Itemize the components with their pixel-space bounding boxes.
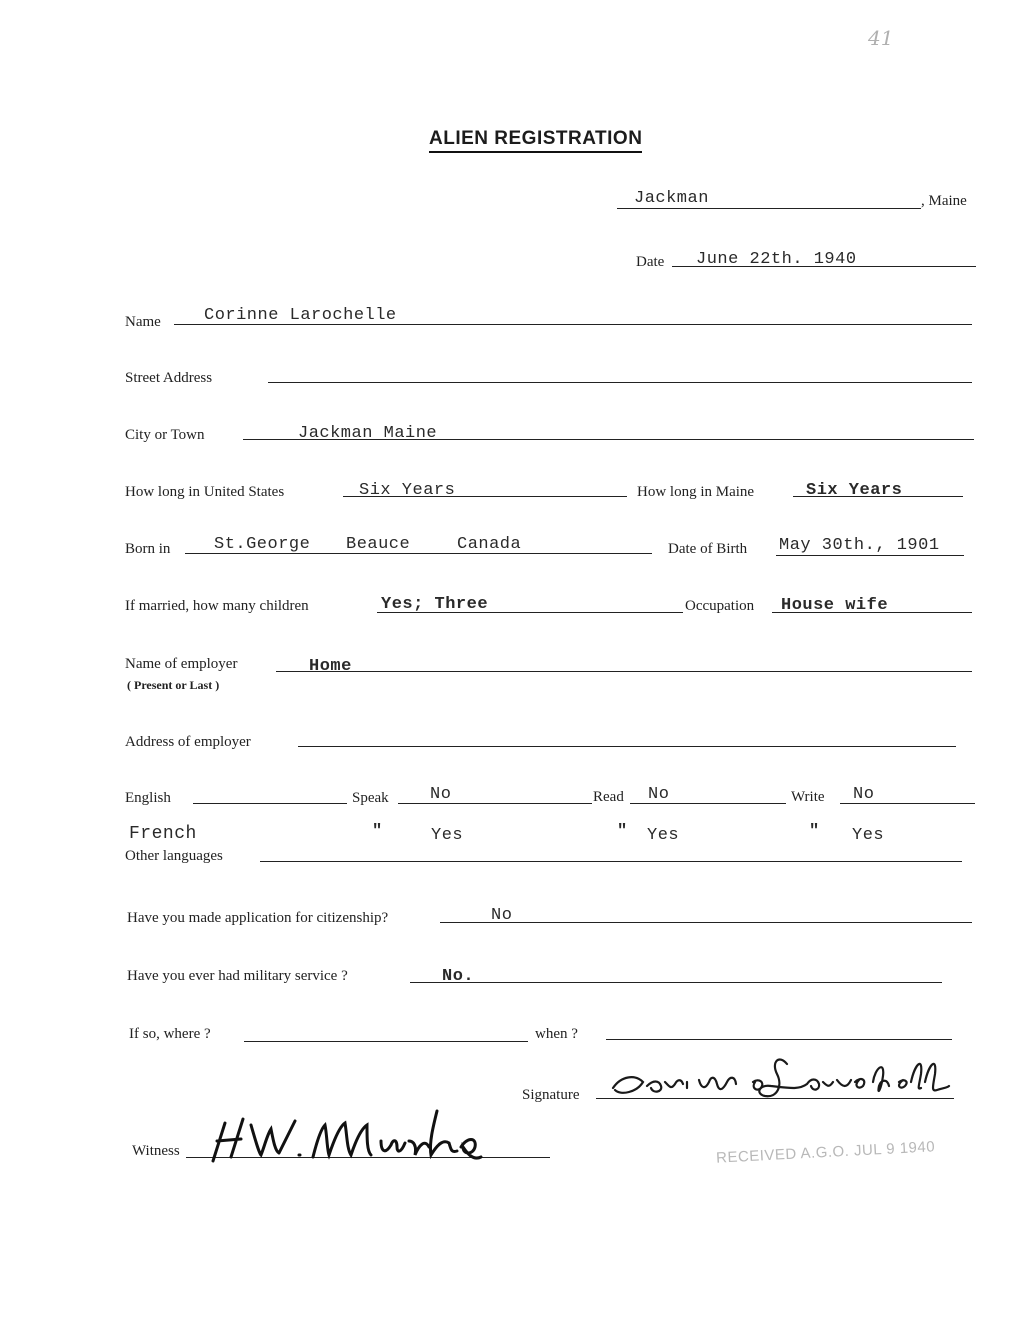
speak-label: Speak	[352, 790, 389, 806]
date-of-birth-label: Date of Birth	[668, 541, 748, 557]
citizenship-value: No	[491, 906, 513, 925]
occupation-label: Occupation	[685, 598, 755, 614]
how-long-us-label: How long in United States	[125, 484, 285, 500]
received-stamp: RECEIVED A.G.O. JUL 9 1940	[715, 1138, 936, 1167]
witness-label: Witness	[132, 1143, 180, 1159]
name-line	[174, 324, 972, 325]
form-title: ALIEN REGISTRATION	[429, 128, 642, 153]
city-value: Jackman Maine	[298, 424, 438, 443]
when-label: when ?	[535, 1026, 578, 1042]
signature-label: Signature	[522, 1087, 580, 1103]
french-speak-value: Yes	[431, 826, 464, 845]
how-long-us-line	[343, 496, 627, 497]
employer-label: Name of employer	[125, 656, 238, 672]
citizenship-label: Have you made application for citizenship?	[127, 910, 389, 926]
signature-image	[603, 1052, 953, 1104]
military-line	[410, 982, 942, 983]
read-line	[630, 803, 786, 804]
french-write-ditto: "	[809, 822, 820, 841]
employer-address-line	[298, 746, 956, 747]
name-value: Corinne Larochelle	[204, 306, 397, 325]
when-line	[606, 1039, 952, 1040]
date-value: June 22th. 1940	[696, 250, 857, 269]
date-of-birth-line	[776, 555, 964, 556]
how-long-maine-label: How long in Maine	[637, 484, 755, 500]
write-label: Write	[791, 789, 825, 805]
if-so-where-label: If so, where ?	[129, 1026, 211, 1042]
employer-sublabel: ( Present or Last )	[127, 678, 220, 692]
if-so-where-line	[244, 1041, 528, 1042]
english-write-value: No	[853, 785, 875, 804]
french-read-ditto: "	[617, 822, 628, 841]
date-line	[672, 266, 976, 267]
how-long-maine-line	[793, 496, 963, 497]
read-label: Read	[593, 789, 624, 805]
other-languages-label: Other languages	[125, 848, 223, 864]
city-label: City or Town	[125, 427, 205, 443]
town-value: Jackman	[634, 189, 709, 208]
occupation-line	[772, 612, 972, 613]
date-of-birth-value: May 30th., 1901	[779, 536, 940, 555]
occupation-value: House wife	[781, 596, 889, 615]
employer-value: Home	[309, 657, 352, 676]
date-label: Date	[636, 254, 665, 270]
english-line	[193, 803, 347, 804]
born-in-place1: St.George	[214, 535, 311, 554]
french-label: French	[129, 824, 197, 844]
english-speak-value: No	[430, 785, 452, 804]
write-line	[840, 803, 975, 804]
street-address-line	[268, 382, 972, 383]
born-in-line	[185, 553, 652, 554]
witness-signature-image	[205, 1105, 505, 1165]
military-value: No.	[442, 967, 475, 986]
citizenship-line	[440, 922, 972, 923]
town-state-label: , Maine	[921, 193, 967, 209]
born-in-place2: Beauce	[346, 535, 411, 554]
military-label: Have you ever had military service ?	[127, 968, 348, 984]
english-label: English	[125, 790, 171, 806]
town-line	[617, 208, 921, 209]
employer-address-label: Address of employer	[125, 734, 251, 750]
other-languages-line	[260, 861, 962, 862]
speak-line	[398, 803, 592, 804]
page-number: 41	[868, 26, 894, 50]
children-value: Yes; Three	[381, 595, 489, 614]
employer-line	[276, 671, 972, 672]
english-read-value: No	[648, 785, 670, 804]
born-in-place3: Canada	[457, 535, 522, 554]
french-read-value: Yes	[647, 826, 680, 845]
how-long-maine-value: Six Years	[806, 481, 903, 500]
how-long-us-value: Six Years	[359, 481, 456, 500]
children-line	[377, 612, 683, 613]
children-label: If married, how many children	[125, 598, 309, 614]
french-write-value: Yes	[852, 826, 885, 845]
city-line	[243, 439, 974, 440]
name-label: Name	[125, 314, 161, 330]
born-in-label: Born in	[125, 541, 171, 557]
street-address-label: Street Address	[125, 370, 213, 386]
french-speak-ditto: "	[372, 822, 383, 841]
